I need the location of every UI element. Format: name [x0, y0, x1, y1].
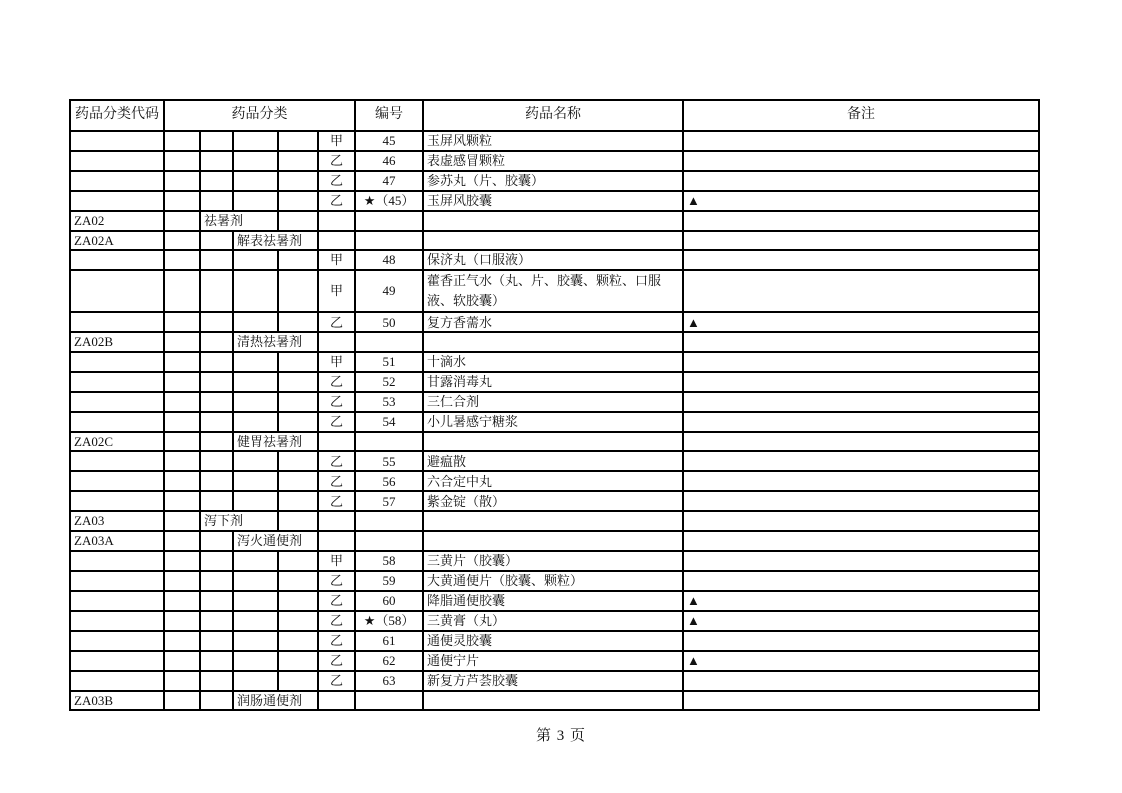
cell-empty — [164, 372, 200, 392]
cell-empty — [200, 571, 233, 591]
cell-empty — [70, 131, 164, 151]
cell-empty — [355, 231, 423, 251]
cell-drug-name: 参苏丸（片、胶囊） — [423, 171, 683, 191]
cell-category: 乙 — [318, 392, 355, 412]
cell-empty — [200, 171, 233, 191]
cell-remark: ▲ — [683, 651, 1039, 671]
cell-empty — [70, 491, 164, 511]
cell-empty — [70, 471, 164, 491]
table-row — [70, 332, 1039, 352]
table-row — [70, 231, 1039, 251]
cell-category: 乙 — [318, 171, 355, 191]
cell-number: 58 — [355, 551, 423, 571]
cell-empty — [70, 412, 164, 432]
cell-category: 乙 — [318, 571, 355, 591]
cell-category: 甲 — [318, 131, 355, 151]
cell-empty — [70, 451, 164, 471]
cell-empty — [278, 211, 318, 231]
cell-empty — [70, 372, 164, 392]
cell-number: 53 — [355, 392, 423, 412]
header-code: 药品分类代码 — [70, 100, 164, 131]
cell-empty — [318, 531, 355, 551]
cell-empty — [233, 551, 278, 571]
cell-empty — [200, 491, 233, 511]
cell-drug-name: 保济丸（口服液） — [423, 250, 683, 270]
cell-empty — [164, 270, 200, 312]
cell-remark — [683, 372, 1039, 392]
cell-category: 甲 — [318, 250, 355, 270]
cell-empty — [164, 471, 200, 491]
cell-empty — [70, 591, 164, 611]
cell-empty — [200, 591, 233, 611]
cell-drug-name: 大黄通便片（胶囊、颗粒） — [423, 571, 683, 591]
cell-empty — [233, 392, 278, 412]
cell-empty — [200, 392, 233, 412]
table-row — [70, 651, 1039, 671]
table-row — [70, 531, 1039, 551]
cell-empty — [164, 511, 200, 531]
cell-empty — [164, 591, 200, 611]
cell-empty — [233, 412, 278, 432]
cell-category: 乙 — [318, 671, 355, 691]
table-row — [70, 451, 1039, 471]
cell-empty — [200, 312, 233, 332]
cell-remark: ▲ — [683, 191, 1039, 211]
cell-drug-name: 通便宁片 — [423, 651, 683, 671]
cell-empty — [278, 372, 318, 392]
cell-remark — [683, 571, 1039, 591]
cell-category: 乙 — [318, 491, 355, 511]
cell-empty — [164, 611, 200, 631]
cell-empty — [278, 191, 318, 211]
cell-empty — [200, 352, 233, 372]
cell-empty — [278, 352, 318, 372]
cell-empty — [70, 191, 164, 211]
cell-empty — [70, 551, 164, 571]
cell-remark: ▲ — [683, 312, 1039, 332]
cell-remark — [683, 131, 1039, 151]
cell-empty — [233, 571, 278, 591]
cell-empty — [200, 151, 233, 171]
cell-empty — [70, 171, 164, 191]
cell-number: 61 — [355, 631, 423, 651]
cell-empty — [278, 250, 318, 270]
cell-empty — [164, 412, 200, 432]
cell-number: 56 — [355, 471, 423, 491]
cell-empty — [200, 611, 233, 631]
page-number: 第 3 页 — [535, 728, 586, 744]
cell-drug-name: 藿香正气水（丸、片、胶囊、颗粒、口服液、软胶囊） — [423, 270, 683, 312]
header-remark: 备注 — [683, 100, 1039, 131]
cell-number: 60 — [355, 591, 423, 611]
cell-empty — [355, 432, 423, 452]
table-row — [70, 691, 1039, 711]
cell-empty — [233, 491, 278, 511]
cell-category: 乙 — [318, 611, 355, 631]
cell-section-code: ZA02A — [70, 231, 164, 251]
cell-empty — [164, 211, 200, 231]
cell-section-code: ZA02C — [70, 432, 164, 452]
cell-drug-name: 玉屏风胶囊 — [423, 191, 683, 211]
cell-number: 45 — [355, 131, 423, 151]
cell-empty — [318, 691, 355, 711]
cell-empty — [423, 432, 683, 452]
cell-drug-name: 三黄膏（丸） — [423, 611, 683, 631]
cell-empty — [164, 231, 200, 251]
cell-empty — [233, 671, 278, 691]
table-row — [70, 471, 1039, 491]
cell-section-level1-name: 祛暑剂 — [200, 211, 278, 231]
cell-empty — [70, 631, 164, 651]
cell-empty — [70, 651, 164, 671]
cell-empty — [70, 250, 164, 270]
cell-drug-name: 玉屏风颗粒 — [423, 131, 683, 151]
cell-empty — [200, 250, 233, 270]
table-row — [70, 270, 1039, 312]
cell-empty — [200, 671, 233, 691]
cell-number: ★（45） — [355, 191, 423, 211]
table-row — [70, 171, 1039, 191]
cell-drug-name: 十滴水 — [423, 352, 683, 372]
table-row — [70, 312, 1039, 332]
cell-empty — [233, 591, 278, 611]
cell-section-level2-name: 泻火通便剂 — [233, 531, 318, 551]
header-number: 编号 — [355, 100, 423, 131]
table-row — [70, 432, 1039, 452]
cell-empty — [683, 432, 1039, 452]
cell-empty — [278, 270, 318, 312]
cell-category: 乙 — [318, 591, 355, 611]
table-row — [70, 631, 1039, 651]
cell-empty — [200, 691, 233, 711]
cell-remark — [683, 671, 1039, 691]
cell-remark — [683, 171, 1039, 191]
cell-number: 50 — [355, 312, 423, 332]
cell-number: 55 — [355, 451, 423, 471]
cell-remark: ▲ — [683, 611, 1039, 631]
cell-empty — [164, 631, 200, 651]
cell-category: 甲 — [318, 270, 355, 312]
cell-empty — [233, 471, 278, 491]
cell-drug-name: 小儿暑感宁糖浆 — [423, 412, 683, 432]
cell-empty — [233, 270, 278, 312]
table-row — [70, 571, 1039, 591]
cell-empty — [164, 531, 200, 551]
cell-remark — [683, 471, 1039, 491]
cell-empty — [318, 432, 355, 452]
cell-section-level2-name: 健胃祛暑剂 — [233, 432, 318, 452]
cell-category: 乙 — [318, 451, 355, 471]
cell-empty — [70, 392, 164, 412]
cell-number: 63 — [355, 671, 423, 691]
cell-number: 48 — [355, 250, 423, 270]
cell-number: 46 — [355, 151, 423, 171]
cell-empty — [233, 151, 278, 171]
cell-category: 乙 — [318, 312, 355, 332]
header-row — [70, 100, 1039, 131]
cell-empty — [683, 691, 1039, 711]
cell-remark — [683, 352, 1039, 372]
cell-category: 乙 — [318, 651, 355, 671]
cell-empty — [200, 451, 233, 471]
table-row — [70, 611, 1039, 631]
cell-number: 57 — [355, 491, 423, 511]
cell-section-level2-name: 润肠通便剂 — [233, 691, 318, 711]
cell-number: 49 — [355, 270, 423, 312]
cell-empty — [164, 352, 200, 372]
cell-empty — [278, 131, 318, 151]
cell-empty — [423, 211, 683, 231]
cell-empty — [233, 250, 278, 270]
cell-empty — [278, 551, 318, 571]
table-row — [70, 591, 1039, 611]
cell-empty — [200, 332, 233, 352]
cell-remark — [683, 392, 1039, 412]
header-classification: 药品分类 — [164, 100, 355, 131]
cell-remark — [683, 151, 1039, 171]
cell-empty — [164, 571, 200, 591]
cell-empty — [164, 151, 200, 171]
cell-empty — [278, 392, 318, 412]
cell-empty — [164, 671, 200, 691]
cell-empty — [278, 651, 318, 671]
cell-empty — [318, 211, 355, 231]
cell-empty — [278, 451, 318, 471]
cell-empty — [278, 491, 318, 511]
cell-category: 甲 — [318, 551, 355, 571]
cell-empty — [683, 332, 1039, 352]
cell-empty — [200, 651, 233, 671]
table-row — [70, 511, 1039, 531]
cell-empty — [233, 312, 278, 332]
cell-drug-name: 降脂通便胶囊 — [423, 591, 683, 611]
drug-classification-table — [69, 99, 1040, 711]
cell-remark — [683, 631, 1039, 651]
cell-empty — [355, 511, 423, 531]
cell-empty — [423, 531, 683, 551]
cell-section-code: ZA02 — [70, 211, 164, 231]
cell-section-level2-name: 清热祛暑剂 — [233, 332, 318, 352]
cell-empty — [200, 631, 233, 651]
cell-empty — [164, 131, 200, 151]
cell-empty — [683, 531, 1039, 551]
cell-number: 47 — [355, 171, 423, 191]
cell-empty — [318, 332, 355, 352]
cell-empty — [164, 312, 200, 332]
cell-drug-name: 通便灵胶囊 — [423, 631, 683, 651]
table-row — [70, 491, 1039, 511]
cell-empty — [164, 451, 200, 471]
cell-empty — [683, 211, 1039, 231]
cell-drug-name: 复方香薷水 — [423, 312, 683, 332]
cell-remark — [683, 491, 1039, 511]
cell-empty — [233, 611, 278, 631]
cell-number: 51 — [355, 352, 423, 372]
cell-section-code: ZA03 — [70, 511, 164, 531]
cell-drug-name: 三仁合剂 — [423, 392, 683, 412]
cell-empty — [200, 270, 233, 312]
cell-remark — [683, 551, 1039, 571]
cell-empty — [355, 531, 423, 551]
cell-empty — [233, 631, 278, 651]
table-row — [70, 352, 1039, 372]
cell-empty — [200, 412, 233, 432]
cell-empty — [200, 131, 233, 151]
cell-category: 甲 — [318, 352, 355, 372]
cell-empty — [423, 332, 683, 352]
cell-section-code: ZA03B — [70, 691, 164, 711]
cell-empty — [233, 352, 278, 372]
cell-empty — [233, 451, 278, 471]
cell-remark — [683, 412, 1039, 432]
cell-empty — [278, 171, 318, 191]
cell-empty — [164, 332, 200, 352]
table-row — [70, 211, 1039, 231]
cell-section-level2-name: 解表祛暑剂 — [233, 231, 318, 251]
cell-empty — [355, 691, 423, 711]
cell-empty — [683, 511, 1039, 531]
cell-empty — [164, 250, 200, 270]
cell-empty — [233, 372, 278, 392]
cell-empty — [200, 191, 233, 211]
cell-empty — [164, 551, 200, 571]
cell-drug-name: 表虚感冒颗粒 — [423, 151, 683, 171]
cell-empty — [70, 671, 164, 691]
cell-category: 乙 — [318, 471, 355, 491]
cell-category: 乙 — [318, 151, 355, 171]
cell-remark — [683, 451, 1039, 471]
cell-drug-name: 避瘟散 — [423, 451, 683, 471]
cell-empty — [233, 131, 278, 151]
cell-number: 54 — [355, 412, 423, 432]
cell-empty — [423, 691, 683, 711]
cell-empty — [200, 531, 233, 551]
cell-empty — [164, 691, 200, 711]
cell-empty — [278, 591, 318, 611]
cell-empty — [164, 171, 200, 191]
cell-drug-name: 新复方芦荟胶囊 — [423, 671, 683, 691]
cell-empty — [70, 151, 164, 171]
cell-category: 乙 — [318, 412, 355, 432]
cell-number: ★（58） — [355, 611, 423, 631]
cell-drug-name: 六合定中丸 — [423, 471, 683, 491]
cell-empty — [164, 392, 200, 412]
cell-empty — [200, 231, 233, 251]
table-row — [70, 551, 1039, 571]
cell-empty — [278, 151, 318, 171]
table-row — [70, 412, 1039, 432]
cell-category: 乙 — [318, 372, 355, 392]
cell-empty — [423, 511, 683, 531]
cell-remark — [683, 250, 1039, 270]
table-row — [70, 131, 1039, 151]
cell-number: 59 — [355, 571, 423, 591]
cell-number: 62 — [355, 651, 423, 671]
cell-empty — [70, 571, 164, 591]
cell-empty — [278, 412, 318, 432]
cell-empty — [278, 471, 318, 491]
cell-empty — [683, 231, 1039, 251]
cell-category: 乙 — [318, 191, 355, 211]
cell-remark: ▲ — [683, 591, 1039, 611]
cell-empty — [318, 511, 355, 531]
cell-empty — [278, 631, 318, 651]
cell-category: 乙 — [318, 631, 355, 651]
table-row — [70, 250, 1039, 270]
cell-empty — [70, 352, 164, 372]
cell-empty — [278, 611, 318, 631]
cell-empty — [278, 312, 318, 332]
cell-empty — [164, 491, 200, 511]
cell-empty — [233, 651, 278, 671]
cell-number: 52 — [355, 372, 423, 392]
cell-empty — [70, 270, 164, 312]
cell-empty — [233, 171, 278, 191]
table-row — [70, 671, 1039, 691]
cell-empty — [200, 372, 233, 392]
header-drug-name: 药品名称 — [423, 100, 683, 131]
cell-section-code: ZA03A — [70, 531, 164, 551]
cell-drug-name: 甘露消毒丸 — [423, 372, 683, 392]
cell-drug-name: 紫金锭（散） — [423, 491, 683, 511]
cell-empty — [200, 432, 233, 452]
cell-empty — [278, 571, 318, 591]
cell-empty — [164, 191, 200, 211]
cell-empty — [278, 671, 318, 691]
cell-remark — [683, 270, 1039, 312]
table-row — [70, 372, 1039, 392]
cell-section-level1-name: 泻下剂 — [200, 511, 278, 531]
cell-empty — [200, 471, 233, 491]
cell-empty — [278, 511, 318, 531]
cell-drug-name: 三黄片（胶囊） — [423, 551, 683, 571]
table-row — [70, 191, 1039, 211]
cell-empty — [423, 231, 683, 251]
cell-empty — [355, 211, 423, 231]
cell-empty — [70, 611, 164, 631]
cell-empty — [70, 312, 164, 332]
cell-empty — [233, 191, 278, 211]
table-row — [70, 151, 1039, 171]
cell-empty — [164, 651, 200, 671]
cell-section-code: ZA02B — [70, 332, 164, 352]
cell-empty — [318, 231, 355, 251]
cell-empty — [200, 551, 233, 571]
table-row — [70, 392, 1039, 412]
cell-empty — [355, 332, 423, 352]
cell-empty — [164, 432, 200, 452]
